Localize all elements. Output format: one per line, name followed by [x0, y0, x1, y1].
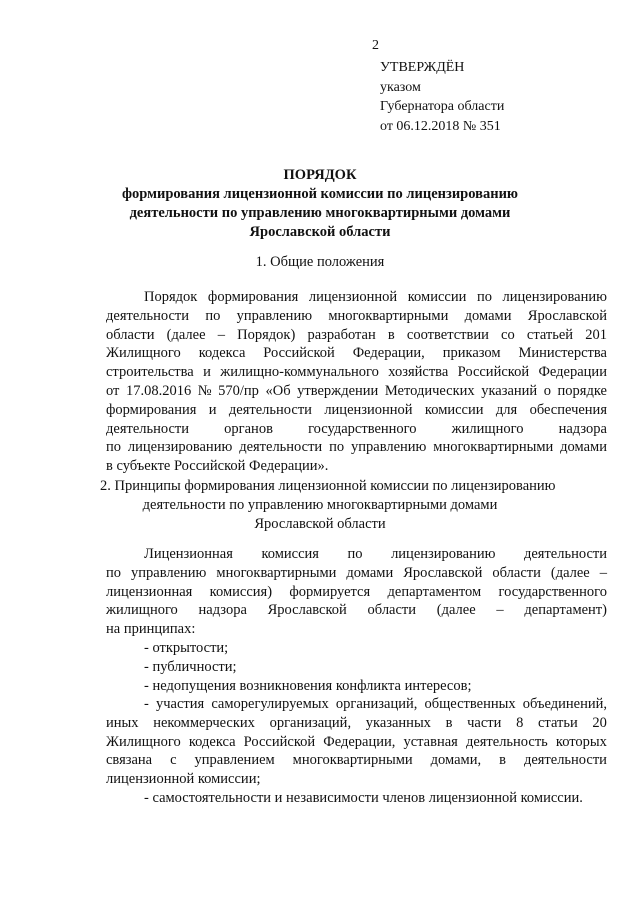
heading-line: 2. Принципы формирования лицензионной комиссии по лицензированию — [100, 478, 556, 494]
list-item-independence: - самостоятельности и независимости членов лицензионной комиссии. — [144, 790, 583, 806]
page-number: 2 — [372, 38, 379, 53]
text-line: связана с управлением многоквартирными домами, в деятельности — [106, 752, 607, 769]
approval-line: указом — [380, 79, 421, 95]
text-line: Жилищного кодекса Российской Федерации, уставная деятельность которых — [106, 733, 607, 750]
section-2-heading — [100, 477, 556, 534]
heading-line: Ярославской области — [254, 516, 386, 532]
text-line: по управлению многоквартирными домами Ярославской области (далее – — [106, 564, 607, 581]
list-item-participation — [106, 695, 607, 789]
text-line: в субъекте Российской Федерации». — [106, 458, 329, 475]
text-line: на принципах: — [106, 621, 196, 638]
text-line: формирования и деятельности лицензионной комиссии для обеспечения — [106, 401, 607, 418]
list-item: - публичности; — [144, 658, 237, 675]
heading-line: деятельности по управлению многоквартирными домами — [142, 497, 498, 513]
principles-list — [144, 639, 472, 695]
text-line: деятельности по управлению многоквартирными домами Ярославской — [106, 307, 607, 324]
title-line: ПОРЯДОК — [283, 167, 357, 183]
approval-line: от 06.12.2018 № 351 — [380, 118, 501, 134]
text-line: - участия саморегулируемых организаций, общественных объединений, — [144, 696, 607, 712]
text-line: Порядок формирования лицензионной комиссии по лицензированию — [144, 289, 607, 305]
section-2-paragraph — [106, 545, 607, 639]
text-line: Жилищного кодекса Российской Федерации, приказом Министерства — [106, 345, 607, 362]
list-item: - недопущения возникновения конфликта интересов; — [144, 677, 472, 694]
title-line: Ярославской области — [249, 224, 391, 240]
text-line: строительства и жилищно-коммунального хозяйства Российской Федерации — [106, 364, 607, 381]
title-line: формирования лицензионной комиссии по лицензированию — [121, 186, 519, 202]
approval-line: УТВЕРЖДЁН — [380, 60, 465, 75]
text-line: от 17.08.2016 № 570/пр «Об утверждении Методических указаний о порядке — [106, 382, 607, 399]
title-line: деятельности по управлению многоквартирными домами — [129, 205, 511, 221]
text-line: иных некоммерческих организаций, указанных в части 8 статьи 20 — [106, 714, 607, 731]
section-1-paragraph — [106, 288, 607, 476]
text-line: Лицензионная комиссия по лицензированию деятельности — [144, 546, 607, 562]
text-line: области (далее – Порядок) разработан в соответствии со статьей 201 — [106, 326, 607, 343]
list-item: - открытости; — [144, 640, 229, 656]
approval-line: Губернатора области — [380, 99, 505, 114]
section-1-heading: 1. Общие положения — [255, 254, 385, 270]
text-line: деятельности органов государственного жилищного надзора — [106, 420, 607, 437]
text-line: жилищного надзора Ярославской области (далее – департамент) — [106, 602, 607, 619]
text-line: лицензионной комиссии; — [106, 771, 261, 788]
document-title — [100, 166, 540, 242]
text-line: по лицензированию деятельности по управлению многоквартирными домами — [106, 439, 607, 456]
approval-block — [380, 58, 504, 136]
text-line: лицензионная комиссия) формируется департаментом государственного — [106, 583, 607, 600]
